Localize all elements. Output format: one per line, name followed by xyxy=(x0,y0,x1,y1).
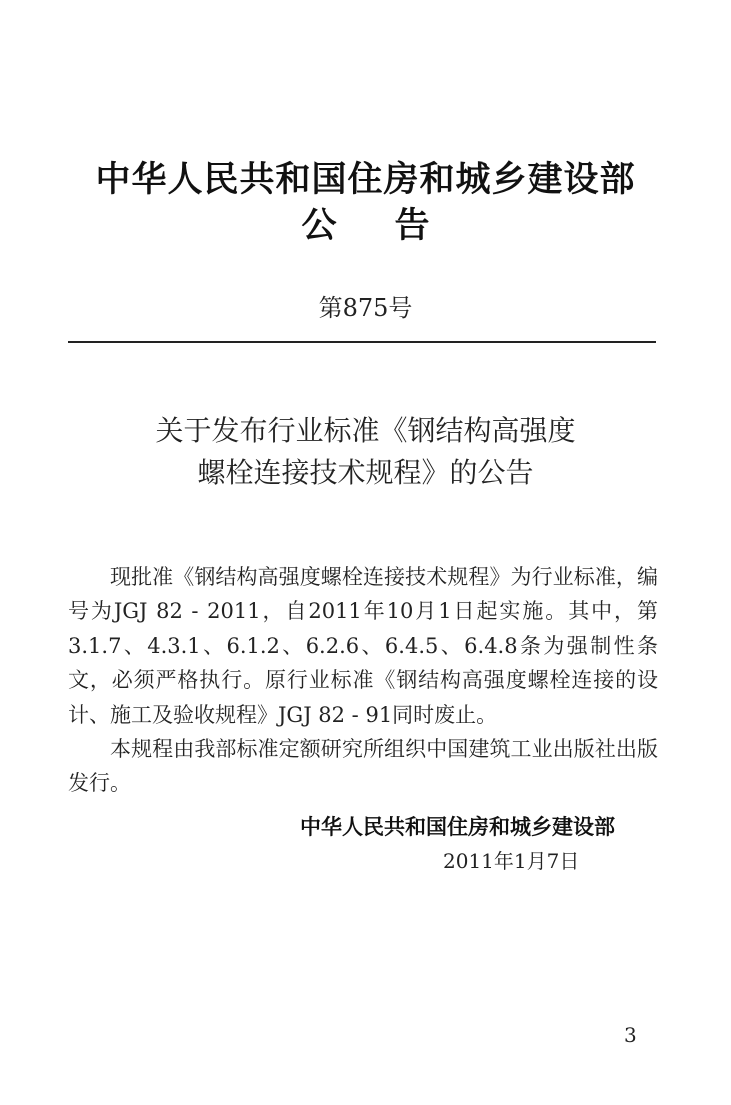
notice-number: 第875号 xyxy=(318,294,413,322)
body-paragraph-1: 现批准《钢结构高强度螺栓连接技术规程》为行业标准，编号为JGJ 82 - 2011，自2011年10月1日起实施。其中，第3.1.7、4.3.1、6.1.2、6.2.6、6.4.5、6.4.8条为强制性条文，必须严格执行。原行业标准《钢结构高强度螺栓连接的设计、施工及验收规程》JGJ 82 - 91同时废止。 xyxy=(68,565,658,727)
notice-title xyxy=(0,410,731,494)
notice-title-line-1: 关于发布行业标准《钢结构高强度 xyxy=(155,414,576,447)
notice-type-heading: 公告 xyxy=(301,206,488,246)
notice-body xyxy=(68,560,658,801)
notice-title-line-2: 螺栓连接技术规程》的公告 xyxy=(197,456,534,489)
body-paragraph-2: 本规程由我部标准定额研究所组织中国建筑工业出版社出版发行。 xyxy=(68,737,658,796)
issuer-heading: 中华人民共和国住房和城乡建设部 xyxy=(95,160,636,200)
page-number: 3 xyxy=(624,1023,637,1047)
issue-date: 2011年1月7日 xyxy=(443,849,580,873)
signing-authority: 中华人民共和国住房和城乡建设部 xyxy=(300,815,615,839)
header-divider xyxy=(68,341,656,343)
